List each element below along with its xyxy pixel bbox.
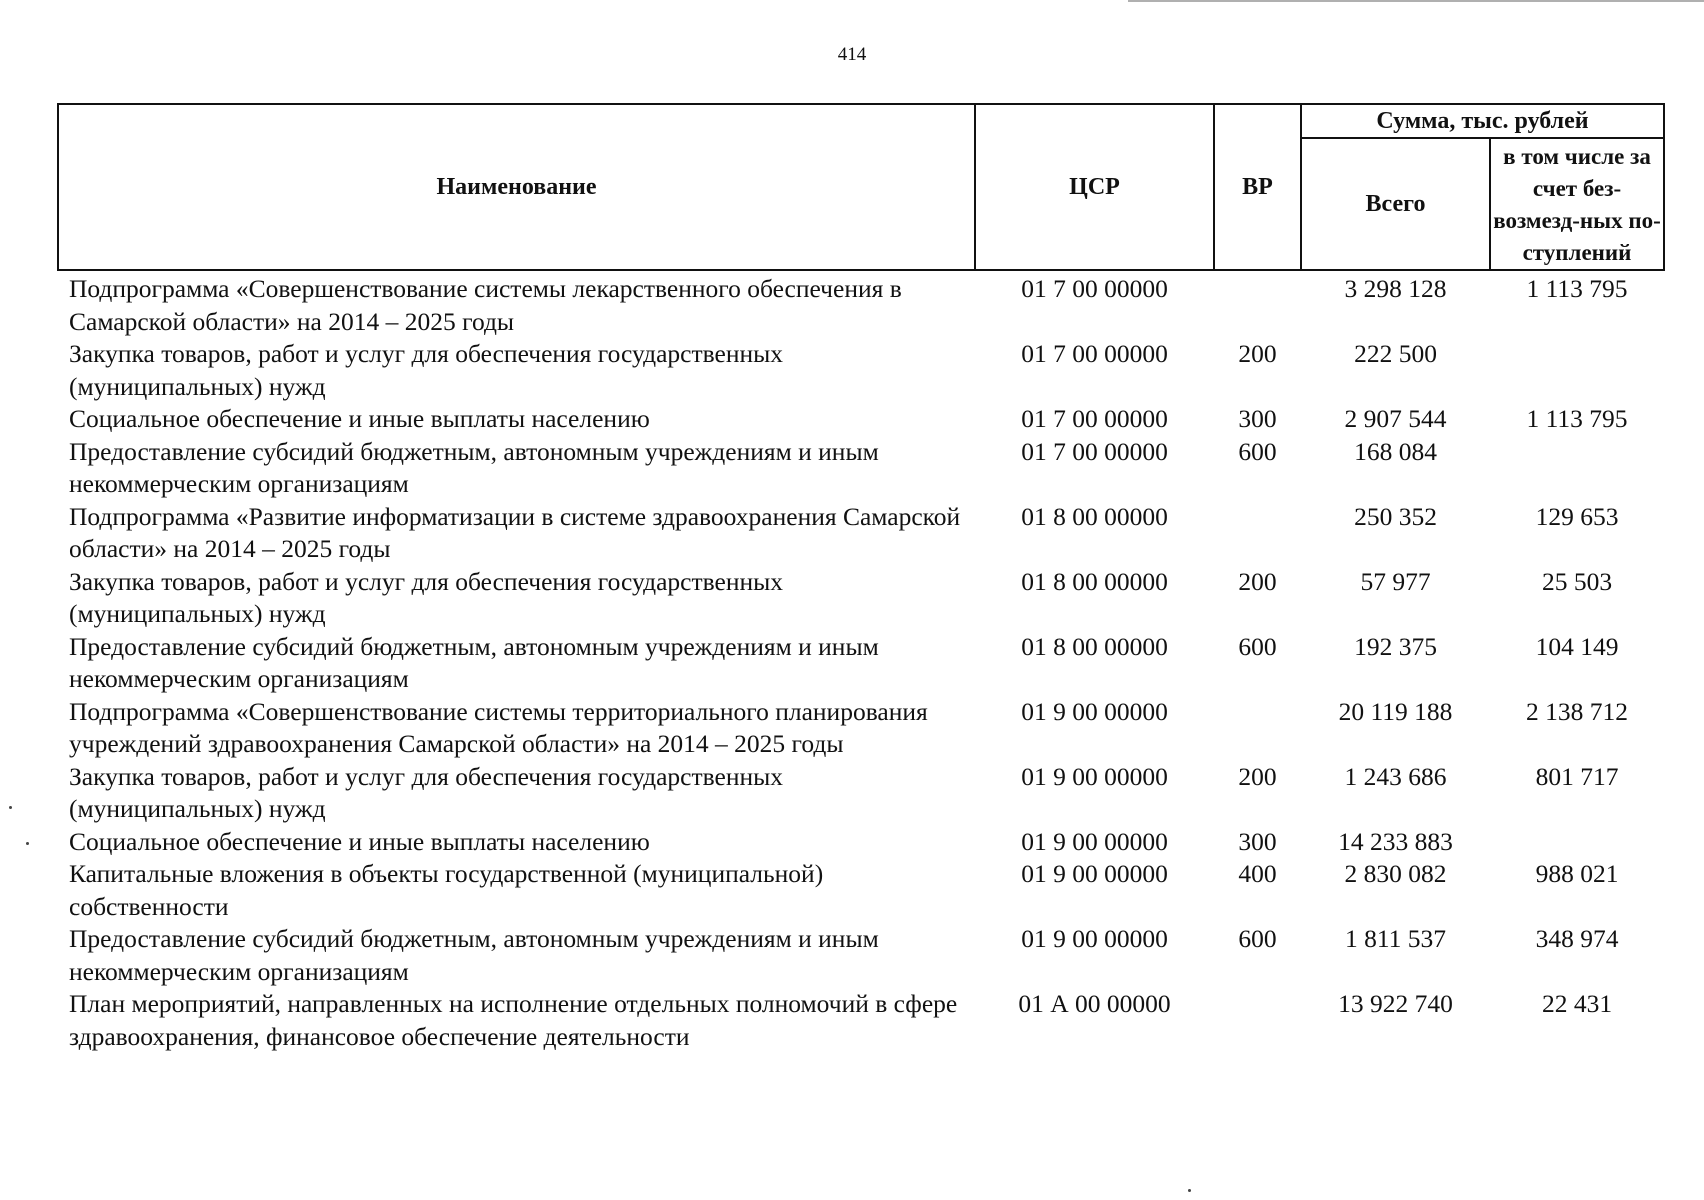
header-free-receipts: в том числе за счет без-возмезд-ных по-ступлений xyxy=(1490,138,1664,270)
row-total-cell: 20 119 188 xyxy=(1338,696,1453,726)
row-csr-cell: 01 9 00 00000 xyxy=(1021,924,1168,953)
row-free-receipts-cell: 1 113 795 xyxy=(1526,274,1628,303)
table-row xyxy=(58,338,1664,403)
row-name-cell: Социальное обеспечение и иные выплаты населению xyxy=(69,404,650,433)
row-name-cell: Подпрограмма «Совершенствование системы лекарственного обеспечения в Самарской области» на 2014 – 2025 годы xyxy=(69,274,902,336)
row-name-cell: Подпрограмма «Совершенствование системы территориального планирования учреждений здравоохранения Самарской области» на 2014 – 2025 годы xyxy=(69,696,928,758)
scan-speck xyxy=(1188,1189,1191,1192)
header-total: Всего xyxy=(1301,138,1490,270)
row-total-cell: 3 298 128 xyxy=(1344,274,1447,303)
row-csr-cell: 01 7 00 00000 xyxy=(1021,339,1168,368)
table-body xyxy=(58,270,1664,1053)
row-vr-cell: 300 xyxy=(1238,404,1277,433)
row-free-receipts-cell: 104 149 xyxy=(1535,631,1619,661)
table-row xyxy=(58,761,1664,826)
row-name-cell: Предоставление субсидий бюджетным, автономным учреждениям и иным некоммерческим организациям xyxy=(69,924,879,986)
row-vr-cell: 300 xyxy=(1238,826,1277,856)
table-row xyxy=(58,403,1664,436)
row-total-cell: 222 500 xyxy=(1354,339,1437,368)
header-name: Наименование xyxy=(58,104,975,270)
row-csr-cell: 01 8 00 00000 xyxy=(1021,566,1168,596)
row-free-receipts-cell: 22 431 xyxy=(1541,989,1613,1018)
table-row xyxy=(58,826,1664,859)
row-name-cell: Предоставление субсидий бюджетным, автономным учреждениям и иным некоммерческим организациям xyxy=(69,631,879,693)
budget-table xyxy=(57,103,1665,1053)
row-total-cell: 57 977 xyxy=(1360,566,1431,596)
row-free-receipts-cell: 129 653 xyxy=(1535,501,1619,531)
row-name-cell: Закупка товаров, работ и услуг для обеспечения государственных (муниципальных) нужд xyxy=(69,566,784,628)
row-csr-cell: 01 7 00 00000 xyxy=(1021,436,1168,466)
table-row xyxy=(58,696,1664,761)
row-csr-cell: 01 7 00 00000 xyxy=(1021,274,1168,303)
row-free-receipts-cell: 988 021 xyxy=(1535,859,1619,888)
header-sum-group: Сумма, тыс. рублей xyxy=(1301,104,1664,138)
row-vr-cell xyxy=(1214,501,1301,566)
row-vr-cell xyxy=(1214,270,1301,338)
row-csr-cell: 01 9 00 00000 xyxy=(1021,826,1168,856)
row-vr-cell: 200 xyxy=(1238,761,1277,791)
row-vr-cell: 400 xyxy=(1238,859,1277,888)
row-total-cell: 1 243 686 xyxy=(1344,761,1447,791)
row-free-receipts-cell: 801 717 xyxy=(1535,761,1619,791)
scan-speck xyxy=(26,842,29,845)
row-name-cell: План мероприятий, направленных на исполнение отдельных полномочий в сфере здравоохранения, финансовое обеспечение деятельности xyxy=(69,989,958,1051)
row-csr-cell: 01 9 00 00000 xyxy=(1021,859,1168,888)
table-row xyxy=(58,270,1664,338)
row-free-receipts-cell: 25 503 xyxy=(1541,566,1613,596)
row-csr-cell: 01 А 00 00000 xyxy=(1018,989,1171,1018)
row-csr-cell: 01 7 00 00000 xyxy=(1021,404,1168,433)
row-name-cell: Закупка товаров, работ и услуг для обеспечения государственных (муниципальных) нужд xyxy=(69,761,784,823)
table-row xyxy=(58,436,1664,501)
row-free-receipts-cell xyxy=(1490,826,1664,859)
row-vr-cell: 200 xyxy=(1238,566,1277,596)
page-number: 414 xyxy=(837,44,867,65)
row-name-cell: Социальное обеспечение и иные выплаты населению xyxy=(69,826,650,856)
table-row xyxy=(58,631,1664,696)
row-name-cell: Предоставление субсидий бюджетным, автономным учреждениям и иным некоммерческим организациям xyxy=(69,436,879,498)
row-vr-cell: 600 xyxy=(1238,436,1277,466)
row-csr-cell: 01 8 00 00000 xyxy=(1021,501,1168,531)
row-csr-cell: 01 8 00 00000 xyxy=(1021,631,1168,661)
row-csr-cell: 01 9 00 00000 xyxy=(1021,696,1168,726)
row-total-cell: 250 352 xyxy=(1354,501,1437,531)
table-row xyxy=(58,988,1664,1053)
row-total-cell: 13 922 740 xyxy=(1338,989,1453,1018)
table-row xyxy=(58,566,1664,631)
header-csr: ЦСР xyxy=(975,104,1214,270)
row-total-cell: 2 830 082 xyxy=(1344,859,1447,888)
table-header xyxy=(58,104,1664,270)
row-free-receipts-cell xyxy=(1490,436,1664,501)
row-free-receipts-cell: 2 138 712 xyxy=(1526,696,1628,726)
top-edge-rule xyxy=(1128,0,1704,2)
row-vr-cell: 600 xyxy=(1238,631,1277,661)
row-total-cell: 2 907 544 xyxy=(1344,404,1447,433)
table-row xyxy=(58,858,1664,923)
row-vr-cell: 600 xyxy=(1238,924,1277,953)
row-free-receipts-cell xyxy=(1490,338,1664,403)
row-name-cell: Подпрограмма «Развитие информатизации в системе здравоохранения Самарской области» на 2014 – 2025 годы xyxy=(69,501,961,563)
row-csr-cell: 01 9 00 00000 xyxy=(1021,761,1168,791)
row-vr-cell xyxy=(1214,696,1301,761)
row-vr-cell xyxy=(1214,988,1301,1053)
row-free-receipts-cell: 348 974 xyxy=(1535,924,1619,953)
row-total-cell: 1 811 537 xyxy=(1344,924,1447,953)
table-row xyxy=(58,923,1664,988)
row-total-cell: 168 084 xyxy=(1354,436,1437,466)
table-row xyxy=(58,501,1664,566)
row-name-cell: Капитальные вложения в объекты государственной (муниципальной) собственности xyxy=(69,859,824,921)
header-vr: ВР xyxy=(1214,104,1301,270)
row-free-receipts-cell: 1 113 795 xyxy=(1526,404,1628,433)
row-name-cell: Закупка товаров, работ и услуг для обеспечения государственных (муниципальных) нужд xyxy=(69,339,784,401)
row-total-cell: 14 233 883 xyxy=(1338,826,1453,856)
row-vr-cell: 200 xyxy=(1238,339,1277,368)
row-total-cell: 192 375 xyxy=(1354,631,1437,661)
scan-speck xyxy=(9,806,12,809)
